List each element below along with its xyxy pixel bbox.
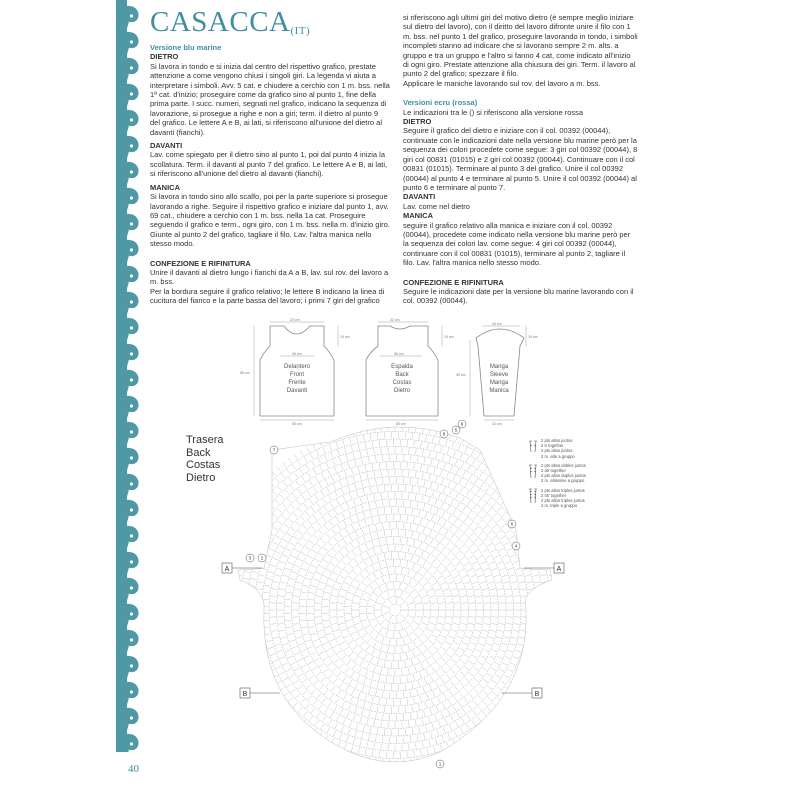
manica-heading: MANICA: [150, 182, 180, 192]
schematic-back: [366, 322, 442, 420]
trtr-together-icon: [528, 488, 538, 504]
front-label-3: Frente: [288, 380, 306, 386]
svg-text:19 cm: 19 cm: [340, 335, 350, 339]
marker-b-left: [240, 688, 280, 698]
svg-text:A: A: [556, 566, 562, 573]
point-8-marker: [440, 430, 448, 438]
garment-schematics: [230, 316, 560, 426]
manica-text-ecru: seguire il grafico relativo alla manica e iniziare con il col. 00392 (00044), procedete come indicato nella versione blu marine però per la sequenza dei colori lav. come segue: 4 giri col 00392 (00044), continuare con il col 00831 (01015), terminare al punto 2, tagliare il filo. Lav. l'altra manica nello stesso modo.: [403, 220, 631, 268]
wave-border: [116, 0, 142, 752]
sleeve-label-4: Manica: [489, 388, 509, 394]
schematic-front: [254, 322, 338, 420]
sleeve-label-1: Manga: [489, 364, 509, 370]
svg-text:22 cm: 22 cm: [492, 422, 502, 426]
svg-text:22 cm: 22 cm: [290, 318, 300, 322]
point-2-marker: [258, 554, 266, 562]
dietro-heading: DIETRO: [150, 52, 179, 62]
point-9-marker: [458, 420, 466, 428]
svg-text:55 cm: 55 cm: [240, 371, 250, 375]
back-label-2: Back: [395, 372, 409, 378]
point-7-marker: [270, 446, 278, 454]
svg-text:B: B: [534, 691, 540, 698]
right-column: [403, 13, 638, 310]
svg-text:19 cm: 19 cm: [528, 335, 538, 339]
marker-a-left: [222, 563, 262, 573]
version-ecru-heading: Versioni ecru (rossa): [403, 98, 478, 108]
legend-item-dtr: 2 pts altos dobles juntos 2 dtr together 2 pts altos duplos juntos 2 m. altissime a gruppo: [528, 463, 600, 484]
svg-text:6: 6: [510, 521, 514, 527]
svg-text:19 cm: 19 cm: [444, 335, 454, 339]
confezione-heading: CONFEZIONE E RIFINITURA: [150, 258, 251, 268]
svg-text:50 cm: 50 cm: [292, 422, 302, 426]
dtr-together-icon: [528, 463, 538, 479]
point-1-marker: [436, 760, 444, 768]
chart-label-3: Costas: [186, 459, 221, 471]
svg-text:9: 9: [460, 421, 464, 427]
front-label-2: Front: [289, 372, 305, 378]
svg-text:50 cm: 50 cm: [396, 422, 406, 426]
page-number: 40: [128, 763, 139, 775]
back-label-4: Dietro: [393, 388, 411, 394]
tr-together-icon: [528, 438, 538, 454]
davanti-heading: DAVANTI: [150, 141, 183, 151]
version-note: Le indicazioni tra le () si riferiscono alla versione rossa: [403, 107, 584, 117]
sleeve-label-2: Sleeve: [489, 372, 509, 378]
left-column: [150, 43, 390, 310]
davanti-text-ecru: Lav. come nel dietro: [403, 201, 470, 211]
svg-text:22 cm: 22 cm: [390, 318, 400, 322]
sleeve-label-3: Manga: [489, 380, 509, 386]
svg-text:8: 8: [442, 431, 446, 437]
stitch-legend: [528, 438, 600, 512]
svg-text:B: B: [242, 691, 248, 698]
davanti-heading-ecru: DAVANTI: [403, 192, 436, 202]
svg-text:36 cm: 36 cm: [292, 352, 302, 356]
version-heading: Versione blu marine: [150, 43, 222, 52]
svg-text:36 cm: 36 cm: [394, 352, 404, 356]
dietro-heading-ecru: DIETRO: [403, 117, 432, 127]
chart-label-1: Trasera: [186, 434, 224, 446]
manica-heading-ecru: MANICA: [403, 211, 433, 221]
svg-text:1: 1: [438, 761, 442, 767]
svg-text:A: A: [224, 566, 230, 573]
confezione-text-2: Per la bordura seguire il grafico relativo; le lettere B indicano la linea di cucitura del fianco e la parte bassa del lavoro; i primi 7 giri del grafico: [150, 286, 385, 306]
point-3-marker: [246, 554, 254, 562]
confezione-text-1: Unire il davanti al dietro lungo i fianchi da A a B, lav. sul rov. del lavoro a m. bss.: [150, 267, 389, 287]
front-label-4: Davanti: [286, 388, 308, 394]
marker-b-right: [502, 688, 542, 698]
page-title: CASACCA(IT): [150, 6, 311, 38]
chart-label-2: Back: [186, 446, 211, 459]
manica-text: Si lavora in tondo sino allo scalfo, poi per la parte superiore si prosegue lavorando a righe. Seguire il rispettivo grafico e iniziare dal punto 1, avv. 69 cat., chiudere a cerchio con 1 m. bss. nella 1a cat. Proseguire seguendo il grafico e term., ogni giro, con 1 m. bss. nella m. d'inizio giro. Giunte al punto 2 del grafico, tagliare il filo. Lav. l'altra manica nello stesso modo.: [150, 192, 390, 249]
confezione-text-ecru: Seguire le indicazioni date per la versione blu marine lavorando con il col. 00392 (00044).: [403, 286, 634, 306]
point-4-marker: [512, 542, 520, 550]
svg-text:2: 2: [260, 555, 264, 561]
dietro-text-ecru: Seguire il grafico del dietro e iniziare con il col. 00392 (00044), continuate con le indicazioni date nella versione blu marine però per la sequenza dei colori procedete come segue: 3 giri col 00392 (00044), 8 giri col 00831 (01015) e 2 giri col 00392 (00044). Continuare con il col 00831 (01015). Terminare al punto 3 del grafico. Unire il col 00392 (00044) al punto 4 e terminare al punto 5. Unire il col 00392 (00044) al punto 6 e terminare al punto 7.: [403, 126, 638, 192]
confezione-heading-ecru: CONFEZIONE E RIFINITURA: [403, 277, 504, 287]
svg-text:39 cm: 39 cm: [456, 373, 466, 377]
legend-item-trtr: 2 pts altos triples juntos 2 trtr together 2 pts altos triplos juntos 2 m. triple a gruppo: [528, 488, 600, 509]
svg-text:7: 7: [272, 447, 276, 453]
legend-item-tr: 2 pts altos juntos 2 tr together 2 pts altos juntos 2 m. alte a gruppo: [528, 438, 600, 459]
chart-label: [186, 434, 224, 484]
dietro-text: Si lavora in tondo e si inizia dal centro del rispettivo grafico, prestate attenzione a come vengono chiusi i singoli giri. La legenda vi aiuta a interpretare i simboli. Avv. 5 cat. e chiudere a cerchio con 1 m. bss. nella 1ª cat. d'inizio; proseguire come da grafico sino al punto 1, fine della prima parte. I succ. numeri, segnati nel grafico, indicano la sequenza di lavorazione, si prosegue a righe e non a giri; term. il dietro al punto 9 del grafico. Le lettere A e B, ai lati, si riferiscono all'unione del dietro al davanti (fianchi).: [150, 61, 390, 137]
back-label-3: Costas: [392, 380, 412, 386]
svg-text:44 cm: 44 cm: [492, 322, 502, 326]
maniche-text: Applicare le maniche lavorando sul rov. del lavoro a m. bss.: [403, 78, 601, 88]
point-6-marker: [508, 520, 516, 528]
svg-text:3: 3: [248, 555, 252, 561]
svg-text:5: 5: [454, 427, 458, 433]
svg-text:4: 4: [514, 543, 518, 549]
davanti-text: Lav. come spiegato per il dietro sino al punto 1, poi dal punto 4 inizia la scollatura. Term. il davanti al punto 7 del grafico. Le lettere A e B, ai lati, si riferiscono all'unione del dietro al davanti (fianchi).: [150, 150, 388, 179]
front-label-1: Delantero: [283, 364, 311, 370]
point-5-marker: [452, 426, 460, 434]
continuation-text: si riferiscono agli ultimi giri del motivo dietro (è sempre meglio iniziare sul dietro del lavoro), con il diritto del lavoro difronte unire il filo con 1 m. bss. nel punto 1 del grafico, proseguire lavorando in tondo, i simboli incompleti stanno ad indicare che si lavorano sempre 2 m. alts. a gruppo e tra un gruppo e l'altro si fanno 4 cat, come indicato all'inizio di ogni giro. Prestate attenzione alla chiusura dei giri. Term. il lavoro al punto 2 del grafico; spezzare il filo.: [403, 13, 638, 79]
chart-label-4: Dietro: [186, 471, 216, 484]
back-label-1: Espalda: [391, 364, 413, 370]
marker-a-right: [524, 563, 564, 573]
crochet-chart: [220, 420, 570, 772]
